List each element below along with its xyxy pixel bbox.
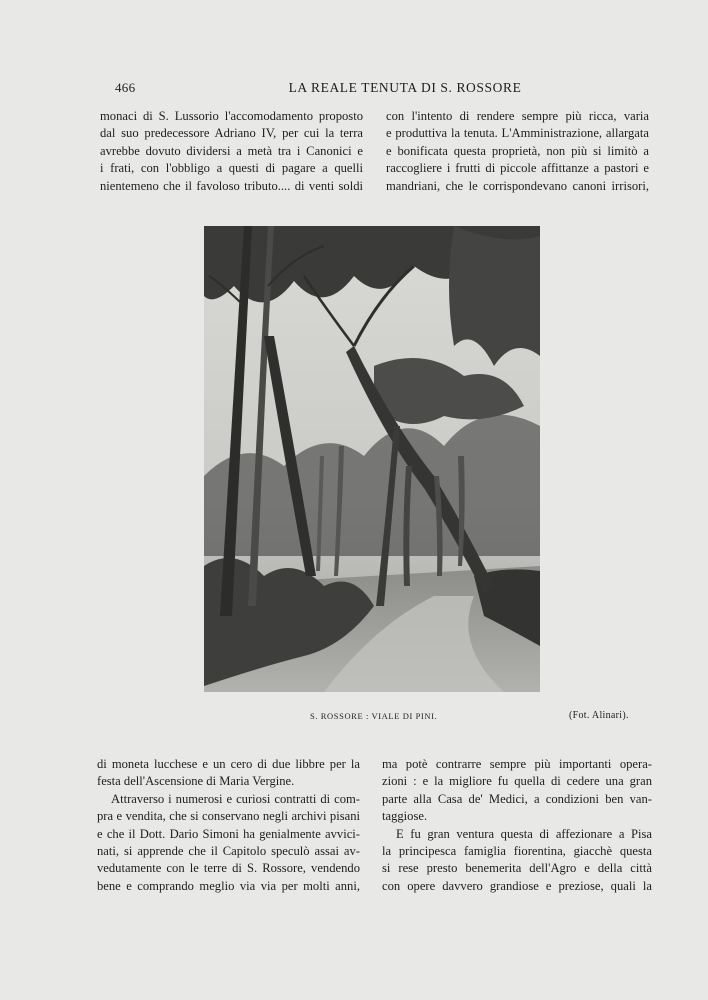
running-title: LA REALE TENUTA DI S. ROSSORE (288, 80, 522, 95)
text-line: zioni : e la migliore fu quella di cedere una gran (382, 774, 652, 789)
text-line: e bonificata questa proprietà, non più si limitò a (386, 143, 649, 158)
text-line: nientemeno che il favoloso tributo.... di venti soldi (100, 178, 363, 193)
text-column-bottom-left (97, 756, 360, 895)
text-line: taggiose. (382, 809, 428, 824)
text-line: con l'intento di rendere sempre più ricca, varia (386, 109, 649, 123)
text-line: e produttiva la tenuta. L'Amministrazione, allargata (386, 126, 649, 141)
text-line: parte alla Casa de' Medici, a condizioni ben van- (382, 791, 652, 806)
text-line: bene e comprando meglio via via per molti anni, (97, 878, 360, 893)
text-line: i frati, con l'obbligo a questi di pagare a quelli (100, 161, 363, 176)
text-line: con opere davvero grandiose e preziose, quali la (382, 878, 652, 893)
text-line: di moneta lucchese e un cero di due libbre per la (97, 757, 360, 771)
text-line: Attraverso i numerosi e curiosi contratti di com- (111, 791, 360, 806)
text-column-top-left (100, 108, 363, 195)
text-line: ma potè contrarre sempre più importanti opera- (382, 757, 652, 771)
text-line: la principesca famiglia fiorentina, giacchè questa (382, 844, 652, 859)
text-line: raccogliere i frutti di piccole affittanze a pastori e (386, 161, 649, 176)
text-line: e che il Dott. Dario Simoni ha genialmente avvici- (97, 826, 360, 841)
text-line: pra e vendita, che si conservano negli archivi pisani (97, 809, 360, 824)
figure-caption: S. ROSSORE : VIALE DI PINI. (310, 711, 438, 721)
page-header (115, 80, 655, 98)
page-number: 466 (115, 80, 136, 95)
text-line: E fu gran ventura questa di affezionare a Pisa (396, 826, 652, 841)
text-line: vedutamente con le terre di S. Rossore, vendendo (97, 861, 360, 876)
text-line: nati, si apprende che il Capitolo speculò assai av- (97, 844, 360, 859)
text-line: si rese presto benemerita dell'Agro e della città (382, 861, 652, 876)
pine-avenue-photograph (204, 226, 540, 692)
text-column-top-right (386, 108, 649, 195)
text-line: dal suo predecessore Adriano IV, per cui la terra (100, 126, 363, 141)
text-column-bottom-right (382, 756, 652, 895)
text-line: monaci di S. Lussorio l'accomodamento proposto (100, 109, 363, 123)
text-line: mandriani, che le corrispondevano canoni irrisori, (386, 178, 649, 193)
text-line: avrebbe dovuto dividersi a metà tra i Canonici e (100, 143, 363, 158)
text-line: festa dell'Ascensione di Maria Vergine. (97, 774, 295, 789)
photo-credit: (Fot. Alinari). (569, 710, 629, 721)
